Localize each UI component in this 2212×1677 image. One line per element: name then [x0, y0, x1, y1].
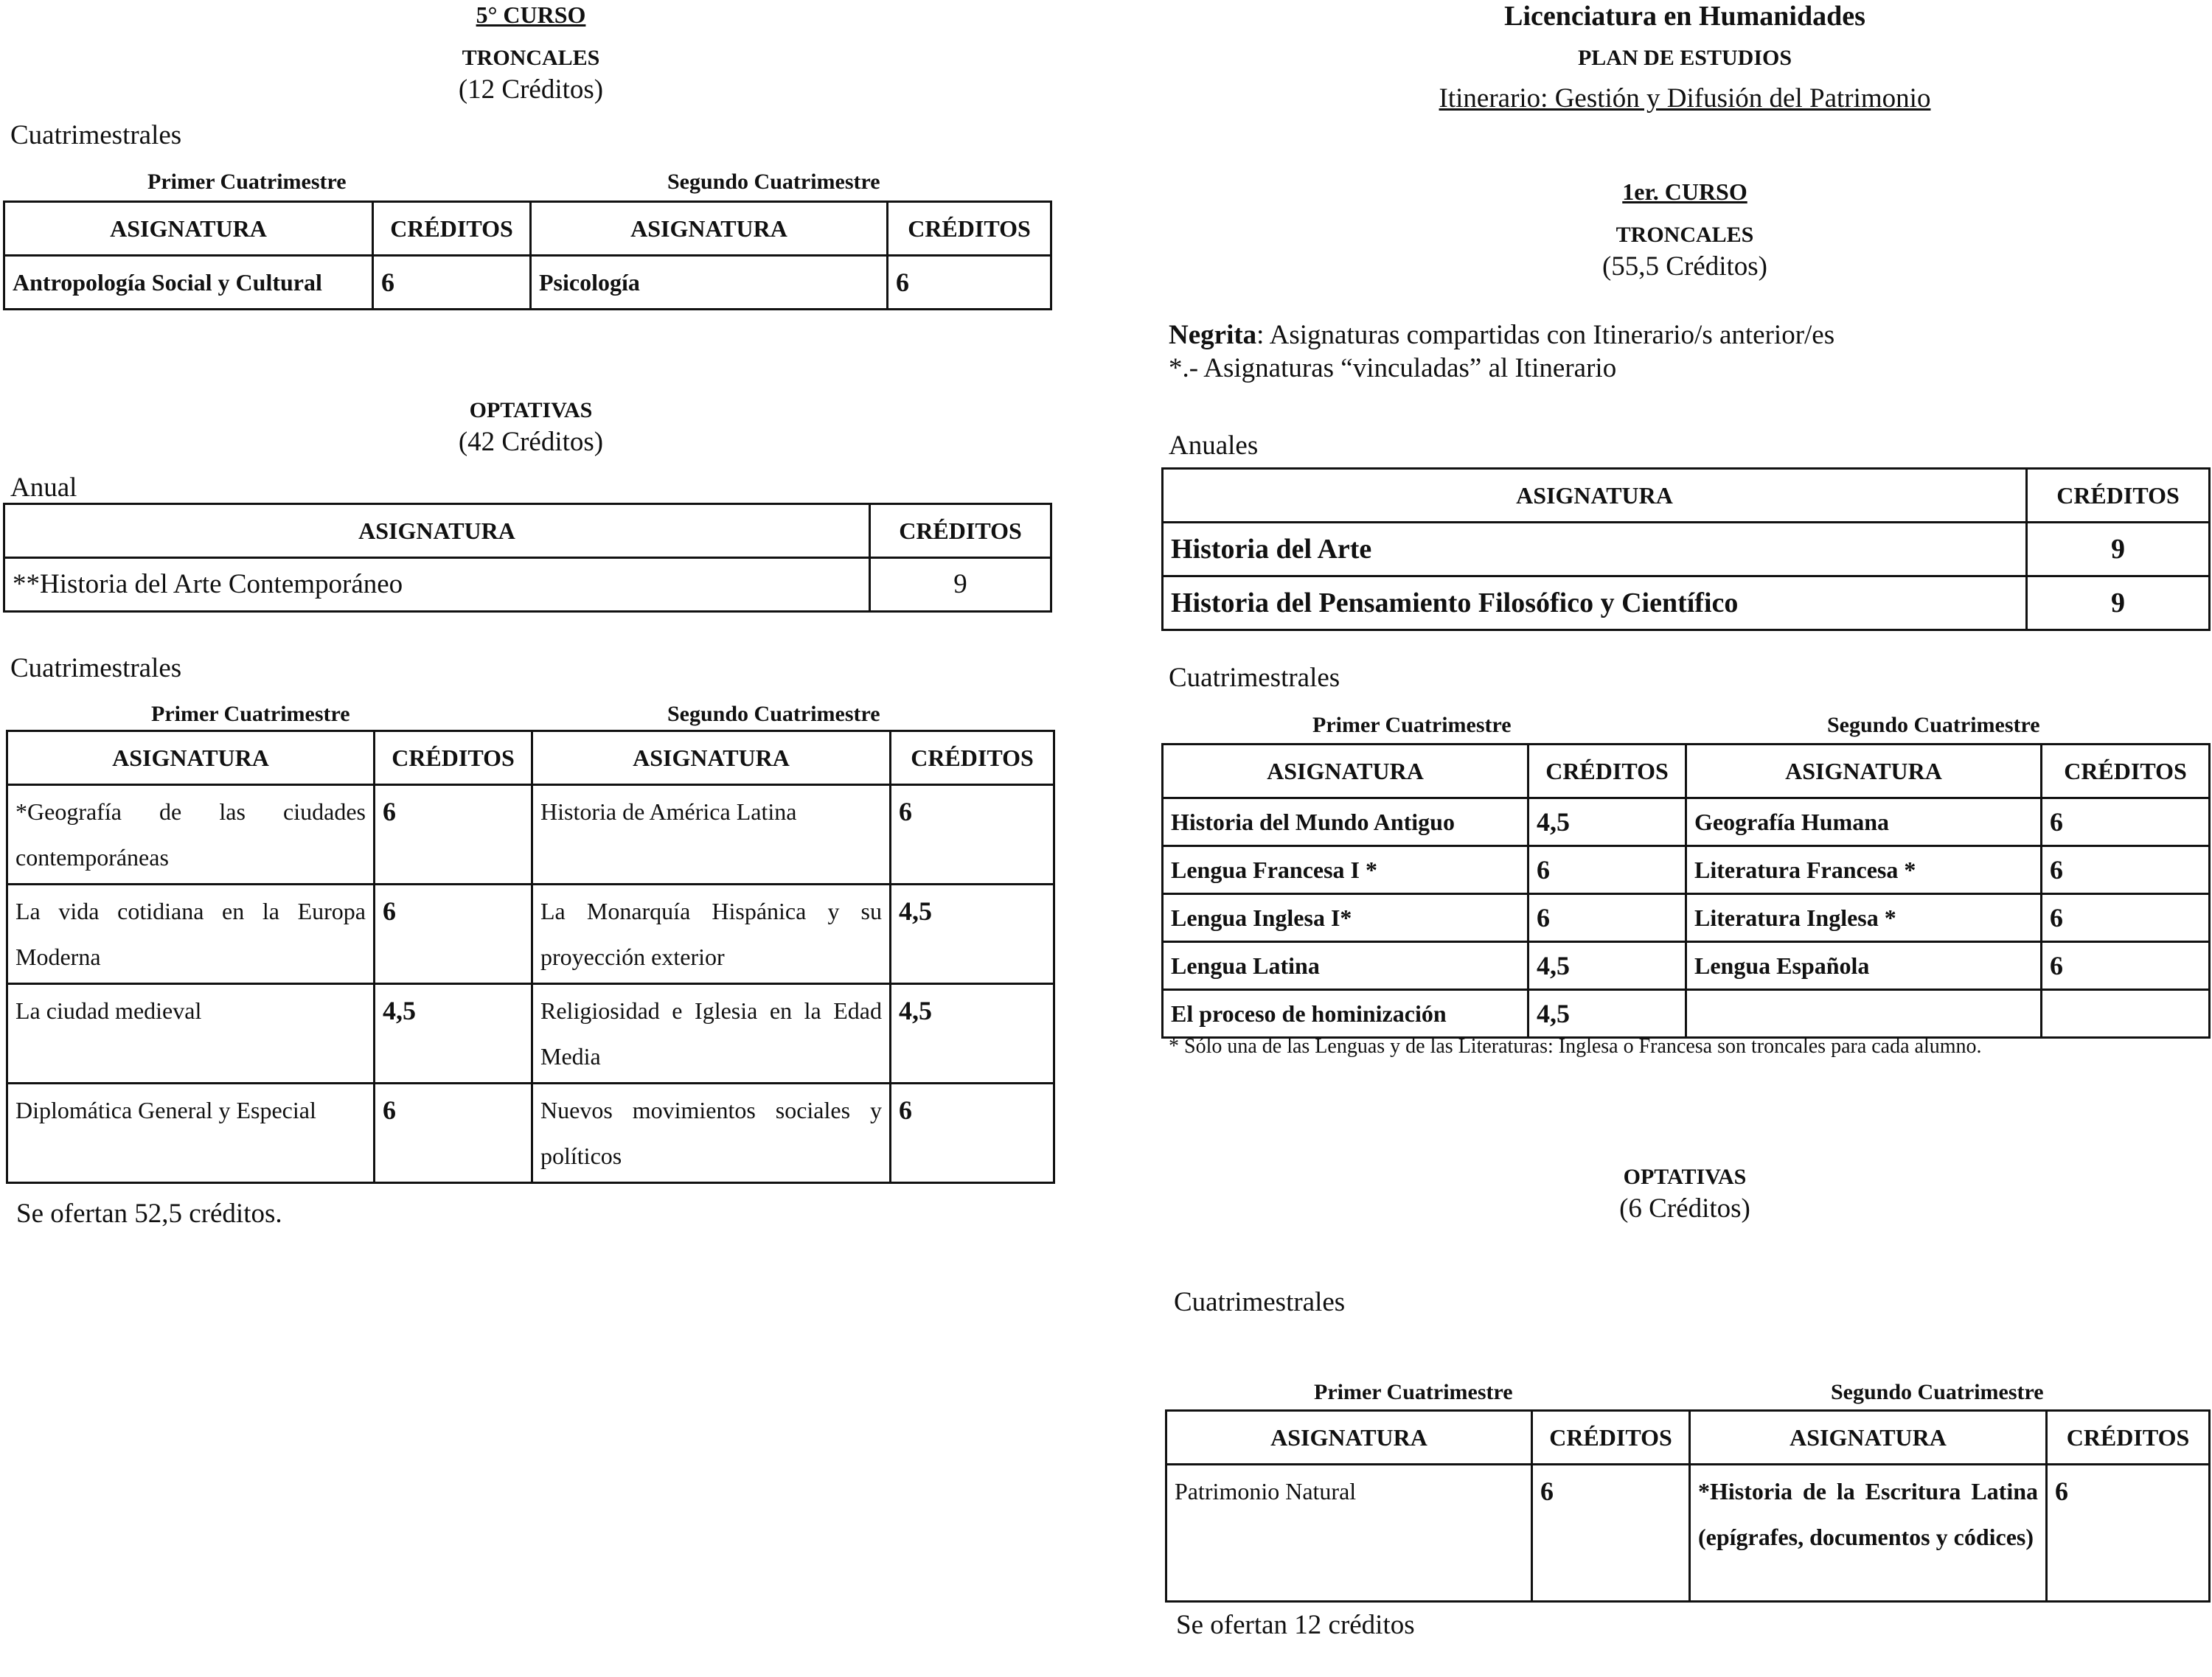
troncales-table [3, 201, 1052, 310]
plan-heading: PLAN DE ESTUDIOS [1577, 46, 1792, 70]
troncales-credits: (55,5 Créditos) [1601, 251, 1768, 282]
table-row [1163, 846, 2210, 894]
segundo-cuatrimestre-label: Segundo Cuatrimestre [667, 170, 880, 194]
table-row [1163, 894, 2210, 942]
troncales-table [1161, 743, 2211, 1039]
cuatrimestrales-label: Cuatrimestrales [10, 653, 182, 683]
table-row [4, 256, 1051, 310]
anuales-label: Anuales [1169, 430, 1259, 461]
curso-heading: 5° CURSO [476, 1, 586, 28]
credits-cell: 6 [2042, 846, 2210, 894]
primer-cuatrimestre-label: Primer Cuatrimestre [147, 170, 347, 194]
col-creditos: CRÉDITOS [870, 504, 1051, 558]
col-asignatura: ASIGNATURA [1166, 1411, 1532, 1465]
subject-cell: La vida cotidiana en la Europa Moderna [7, 885, 375, 984]
primer-cuatrimestre-label: Primer Cuatrimestre [1314, 1380, 1513, 1404]
col-asignatura: ASIGNATURA [1163, 469, 2027, 523]
table-row [7, 984, 1054, 1084]
credits-cell: 6 [375, 1084, 532, 1183]
optativas-heading: OPTATIVAS [1623, 1165, 1747, 1189]
credits-cell: 4,5 [891, 984, 1054, 1084]
cuatrimestrales-label: Cuatrimestrales [1174, 1287, 1346, 1317]
col-asignatura: ASIGNATURA [7, 731, 375, 785]
optativas-table [1165, 1409, 2211, 1603]
cuatrimestrales-label: Cuatrimestrales [10, 120, 182, 150]
subject-cell: Diplomática General y Especial [7, 1084, 375, 1183]
footnote: * Sólo una de las Lenguas y de las Literaturas: Inglesa o Francesa son troncales para cada alumno. [1169, 1035, 1982, 1058]
primer-cuatrimestre-label: Primer Cuatrimestre [1312, 713, 1512, 737]
credits-cell: 6 [2047, 1465, 2210, 1602]
segundo-cuatrimestre-label: Segundo Cuatrimestre [667, 702, 880, 726]
subject-cell: El proceso de hominización [1163, 990, 1528, 1038]
subject-cell: Lengua Española [1686, 942, 2042, 990]
subject-cell: Historia de América Latina [532, 785, 891, 885]
cuatrimestrales-label: Cuatrimestrales [1169, 663, 1340, 693]
subject-cell: Antropología Social y Cultural [4, 256, 373, 310]
credits-cell: 9 [2027, 576, 2210, 630]
page-title: Licenciatura en Humanidades [1504, 1, 1865, 32]
anual-table [3, 503, 1052, 613]
credits-cell: 6 [375, 885, 532, 984]
credits-cell: 4,5 [891, 885, 1054, 984]
credits-cell: 4,5 [1528, 990, 1686, 1038]
col-asignatura: ASIGNATURA [1690, 1411, 2047, 1465]
credits-cell: 4,5 [1528, 942, 1686, 990]
subject-cell: Historia del Arte [1163, 523, 2027, 576]
credits-cell: 9 [2027, 523, 2210, 576]
table-row [4, 558, 1051, 612]
troncales-heading: TRONCALES [462, 46, 600, 70]
subject-cell: Historia del Mundo Antiguo [1163, 798, 1528, 846]
primer-cuatrimestre-label: Primer Cuatrimestre [151, 702, 350, 726]
optativas-credits: (6 Créditos) [1619, 1193, 1750, 1224]
legend-bold [1169, 319, 1834, 351]
table-row [1163, 523, 2210, 576]
subject-cell [1686, 990, 2042, 1038]
col-asignatura: ASIGNATURA [1686, 745, 2042, 798]
col-creditos: CRÉDITOS [2047, 1411, 2210, 1465]
troncales-credits: (12 Créditos) [458, 74, 604, 105]
table-row [1163, 942, 2210, 990]
subject-cell: *Geografía de las ciudades contemporáneas [7, 785, 375, 885]
legend-star: *.- Asignaturas “vinculadas” al Itinerario [1169, 353, 1617, 383]
col-creditos: CRÉDITOS [888, 202, 1051, 256]
curso-heading: 1er. CURSO [1622, 178, 1747, 205]
itinerario-heading: Itinerario: Gestión y Difusión del Patrimonio [1439, 83, 1931, 114]
offer-text: Se ofertan 52,5 créditos. [16, 1199, 282, 1229]
subject-cell: La ciudad medieval [7, 984, 375, 1084]
credits-cell: 9 [870, 558, 1051, 612]
table-row [1163, 576, 2210, 630]
table-row [7, 1084, 1054, 1183]
credits-cell: 6 [1528, 846, 1686, 894]
col-creditos: CRÉDITOS [375, 731, 532, 785]
col-creditos: CRÉDITOS [2042, 745, 2210, 798]
credits-cell: 6 [1528, 894, 1686, 942]
credits-cell: 6 [891, 785, 1054, 885]
subject-cell: *Historia de la Escritura Latina (epígrafes, documentos y códices) [1690, 1465, 2047, 1602]
credits-cell: 6 [888, 256, 1051, 310]
optativas-table [6, 730, 1055, 1184]
table-row [1163, 798, 2210, 846]
subject-cell: Religiosidad e Iglesia en la Edad Media [532, 984, 891, 1084]
optativas-heading: OPTATIVAS [469, 398, 593, 422]
anuales-table [1161, 467, 2211, 631]
table-row [7, 785, 1054, 885]
offer-text: Se ofertan 12 créditos [1176, 1610, 1415, 1640]
subject-cell: Geografía Humana [1686, 798, 2042, 846]
credits-cell: 6 [2042, 798, 2210, 846]
segundo-cuatrimestre-label: Segundo Cuatrimestre [1831, 1380, 2044, 1404]
table-row [7, 885, 1054, 984]
subject-cell: Literatura Francesa * [1686, 846, 2042, 894]
troncales-heading: TRONCALES [1615, 223, 1754, 247]
credits-cell: 6 [2042, 942, 2210, 990]
legend-bold-term: Negrita [1169, 320, 1257, 350]
subject-cell: Literatura Inglesa * [1686, 894, 2042, 942]
subject-cell: Lengua Inglesa I* [1163, 894, 1528, 942]
col-asignatura: ASIGNATURA [1163, 745, 1528, 798]
subject-cell: **Historia del Arte Contemporáneo [4, 558, 870, 612]
optativas-credits: (42 Créditos) [458, 427, 604, 457]
credits-cell: 6 [375, 785, 532, 885]
credits-cell: 6 [1532, 1465, 1690, 1602]
subject-cell: La Monarquía Hispánica y su proyección exterior [532, 885, 891, 984]
credits-cell: 6 [2042, 894, 2210, 942]
col-creditos: CRÉDITOS [891, 731, 1054, 785]
table-row [1163, 990, 2210, 1038]
table-row [1166, 1465, 2210, 1602]
col-asignatura: ASIGNATURA [4, 202, 373, 256]
col-creditos: CRÉDITOS [373, 202, 531, 256]
credits-cell: 4,5 [375, 984, 532, 1084]
subject-cell: Nuevos movimientos sociales y políticos [532, 1084, 891, 1183]
col-asignatura: ASIGNATURA [532, 731, 891, 785]
legend-bold-text: : Asignaturas compartidas con Itinerario/s anterior/es [1256, 320, 1835, 350]
segundo-cuatrimestre-label: Segundo Cuatrimestre [1827, 713, 2040, 737]
credits-cell: 6 [891, 1084, 1054, 1183]
col-creditos: CRÉDITOS [1528, 745, 1686, 798]
subject-cell: Patrimonio Natural [1166, 1465, 1532, 1602]
col-asignatura: ASIGNATURA [531, 202, 888, 256]
col-creditos: CRÉDITOS [1532, 1411, 1690, 1465]
credits-cell [2042, 990, 2210, 1038]
subject-cell: Lengua Latina [1163, 942, 1528, 990]
col-asignatura: ASIGNATURA [4, 504, 870, 558]
subject-cell: Psicología [531, 256, 888, 310]
credits-cell: 4,5 [1528, 798, 1686, 846]
anual-label: Anual [10, 473, 77, 503]
col-creditos: CRÉDITOS [2027, 469, 2210, 523]
credits-cell: 6 [373, 256, 531, 310]
subject-cell: Lengua Francesa I * [1163, 846, 1528, 894]
subject-cell: Historia del Pensamiento Filosófico y Científico [1163, 576, 2027, 630]
